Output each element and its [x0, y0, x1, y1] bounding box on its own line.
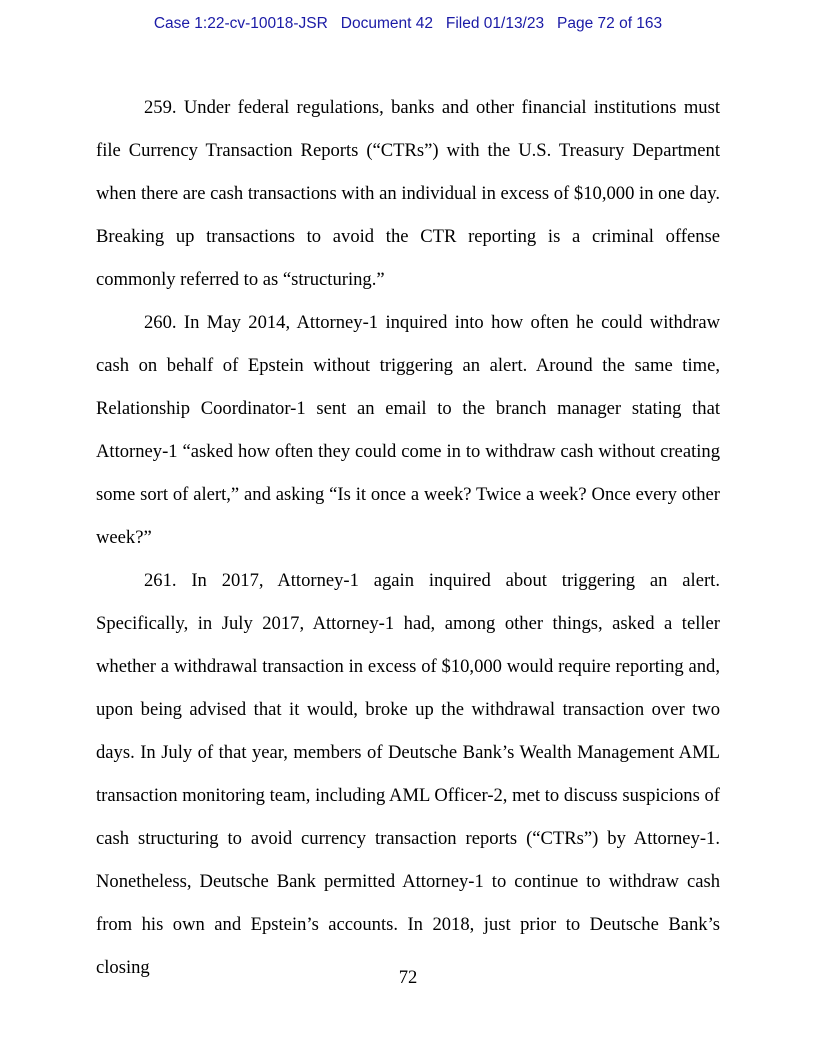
document-body [96, 86, 720, 989]
paragraph-261: 261. In 2017, Attorney-1 again inquired about triggering an alert. Specifically, in July 2017, Attorney-1 had, among other things, asked a teller whether a withdrawal transaction in excess of $10,000 would require reporting and, upon being advised that it would, broke up the withdrawal transaction over two days. In July of that year, members of Deutsche Bank’s Wealth Management AML transaction monitoring team, including AML Officer-2, met to discuss suspicions of cash structuring to avoid currency transaction reports (“CTRs”) by Attorney-1. Nonetheless, Deutsche Bank permitted Attorney-1 to continue to withdraw cash from his own and Epstein’s accounts. In 2018, just prior to Deutsche Bank’s closing [96, 570, 720, 978]
case-header: Case 1:22-cv-10018-JSR Document 42 Filed 01/13/23 Page 72 of 163 [153, 15, 663, 32]
paragraph-260: 260. In May 2014, Attorney-1 inquired into how often he could withdraw cash on behalf of Epstein without triggering an alert. Around the same time, Relationship Coordinator-1 sent an email to the branch manager stating that Attorney-1 “asked how often they could come in to withdraw cash without creating some sort of alert,” and asking “Is it once a week? Twice a week? Once every other week?” [96, 312, 720, 548]
page-number: 72 [398, 967, 418, 988]
paragraph-259: 259. Under federal regulations, banks and other financial institutions must file Currency Transaction Reports (“CTRs”) with the U.S. Treasury Department when there are cash transactions with an individual in excess of $10,000 in one day. Breaking up transactions to avoid the CTR reporting is a criminal offense commonly referred to as “structuring.” [96, 97, 720, 290]
